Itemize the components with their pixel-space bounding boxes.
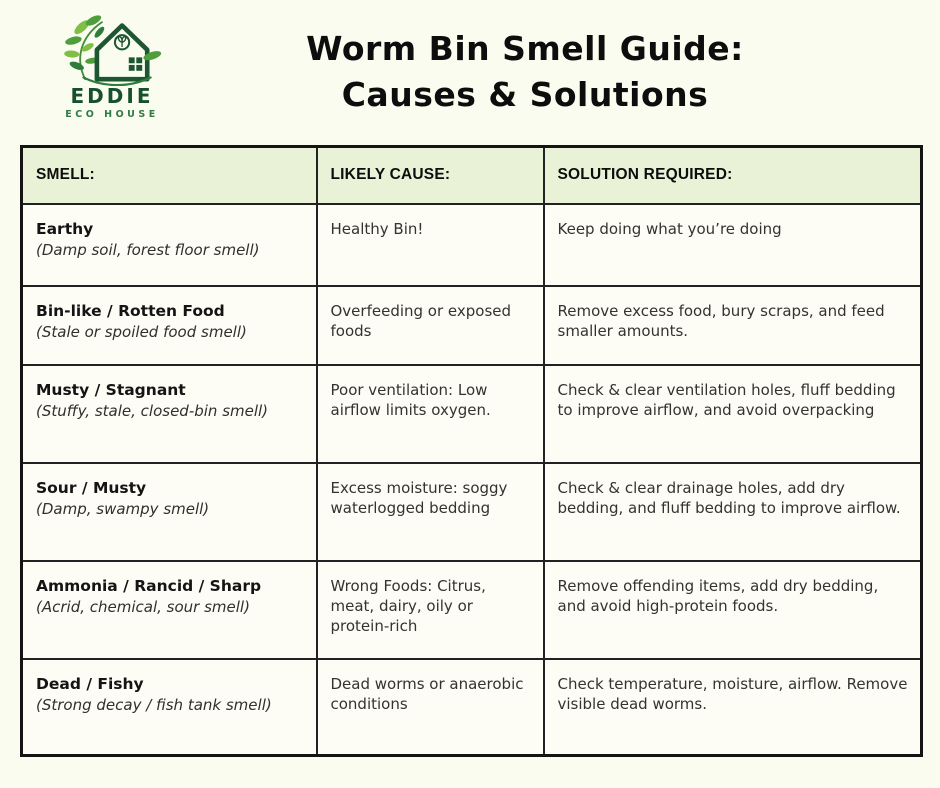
smell-cell xyxy=(22,204,317,286)
table-row xyxy=(22,463,922,561)
solution-cell: Remove excess food, bury scraps, and feed smaller amounts. xyxy=(544,286,922,365)
header-smell: SMELL: xyxy=(22,147,317,204)
brand-name: EDDIE xyxy=(70,84,154,108)
header-row xyxy=(22,147,922,204)
table-row xyxy=(22,286,922,365)
smell-cell xyxy=(22,365,317,463)
solution-cell: Remove offending items, add dry bedding, and avoid high-protein foods. xyxy=(544,561,922,659)
cause-cell: Wrong Foods: Citrus, meat, dairy, oily or protein-rich xyxy=(317,561,544,659)
header-cause: LIKELY CAUSE: xyxy=(317,147,544,204)
table-row xyxy=(22,561,922,659)
cause-cell: Poor ventilation: Low airflow limits oxygen. xyxy=(317,365,544,463)
smell-name: Earthy xyxy=(36,219,94,238)
smell-cell xyxy=(22,286,317,365)
smell-name: Sour / Musty xyxy=(36,478,147,497)
smell-name: Ammonia / Rancid / Sharp xyxy=(36,576,262,595)
table-row xyxy=(22,659,922,756)
table-body xyxy=(22,204,922,756)
page-title-line2: Causes & Solutions xyxy=(341,74,709,114)
smell-cell xyxy=(22,561,317,659)
solution-cell: Keep doing what you’re doing xyxy=(544,204,922,286)
smell-description: (Stale or spoiled food smell) xyxy=(36,323,247,342)
smell-name: Musty / Stagnant xyxy=(36,380,186,399)
smell-name: Dead / Fishy xyxy=(36,674,144,693)
cause-cell: Overfeeding or exposed foods xyxy=(317,286,544,365)
smell-description: (Damp, swampy smell) xyxy=(36,500,210,519)
solution-cell: Check temperature, moisture, airflow. Remove visible dead worms. xyxy=(544,659,922,756)
solution-cell: Check & clear drainage holes, add dry bedding, and fluff bedding to improve airflow. xyxy=(544,463,922,561)
header-solution: SOLUTION REQUIRED: xyxy=(544,147,922,204)
smell-name: Bin-like / Rotten Food xyxy=(36,301,225,320)
brand-subtitle: ECO HOUSE xyxy=(65,109,159,120)
page-title xyxy=(130,26,920,117)
solution-cell: Check & clear ventilation holes, fluff bedding to improve airflow, and avoid overpacking xyxy=(544,365,922,463)
smell-description: (Strong decay / fish tank smell) xyxy=(36,696,272,715)
cause-cell: Excess moisture: soggy waterlogged bedding xyxy=(317,463,544,561)
table-row xyxy=(22,204,922,286)
smell-description: (Damp soil, forest floor smell) xyxy=(36,241,260,260)
smell-guide-table xyxy=(20,145,923,757)
smell-cell xyxy=(22,463,317,561)
smell-cell xyxy=(22,659,317,756)
cause-cell: Dead worms or anaerobic conditions xyxy=(317,659,544,756)
smell-description: (Acrid, chemical, sour smell) xyxy=(36,598,250,617)
table-row xyxy=(22,365,922,463)
cause-cell: Healthy Bin! xyxy=(317,204,544,286)
page-title-line1: Worm Bin Smell Guide: xyxy=(306,29,744,68)
table-header xyxy=(22,147,922,204)
smell-description: (Stuffy, stale, closed-bin smell) xyxy=(36,402,269,421)
page-header xyxy=(0,0,940,145)
